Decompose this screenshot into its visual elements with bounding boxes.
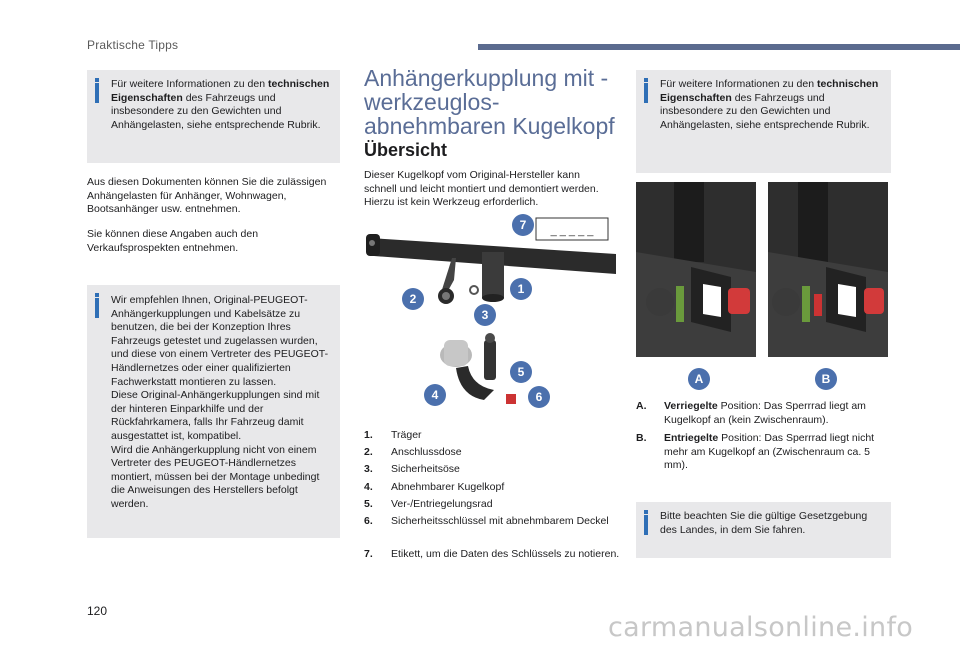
info-text: Für weitere Informationen zu den technischen Eigenschaften des Fahrzeugs und insbesondere zu den Gewichten und Anhängelasten, siehe entsprechende Rubrik. — [111, 78, 330, 131]
towbar-figure — [364, 210, 616, 420]
photo-badge-b: B — [815, 368, 837, 390]
info-text: Wir empfehlen Ihnen, Original-PEUGEOT-Anhängerkupplungen und Kabelsätze zu benutzen, die bei der Konzeption Ihres Fahrzeugs getestet und zugelassen wurden, und diese von einem Vertreter des PEUGEOT-Händlernetzes oder einer qualifizierten Fachwerkstatt montieren zu lassen. Diese Original-Anhängerkupplungen sind mit der hinteren Einparkhilfe und der Rückfahrkamera, falls Ihr Fahrzeug damit ausgestattet ist, kompatibel. Wird die Anhängerkupplung nicht von einem Vertreter des PEUGEOT-Händlernetzes montiert, müssen bei der Montage unbedingt die Anweisungen des Herstellers befolgt werden. — [111, 294, 329, 510]
page-title: Anhängerkupplung mit -werkzeuglos-abnehmbaren Kugelkopf — [364, 65, 615, 139]
callout-badge-7: 7 — [512, 214, 534, 236]
section-label: Praktische Tipps — [87, 38, 179, 52]
info-icon — [644, 515, 648, 535]
photo-locked — [636, 182, 756, 357]
info-icon — [95, 298, 99, 318]
callout-badge-1: 1 — [510, 278, 532, 300]
info-box-recommendation — [87, 285, 340, 538]
section-heading: Übersicht — [364, 140, 448, 160]
header-rule — [478, 44, 960, 50]
callout-badge-6: 6 — [528, 386, 550, 408]
info-box-technical — [87, 70, 340, 163]
photo-unlocked — [768, 182, 888, 357]
watermark: carmanualsonline.info — [608, 612, 914, 643]
intro-paragraph: Dieser Kugelkopf vom Original-Hersteller kann schnell und leicht montiert und demontiert werden. Hierzu ist kein Werkzeug erforderlich. — [364, 169, 599, 209]
paragraph-brochures: Sie können diese Angaben auch den Verkaufsprospekten entnehmen. — [87, 228, 259, 254]
info-text: Bitte beachten Sie die gültige Gesetzgebung des Landes, in dem Sie fahren. — [660, 510, 868, 536]
page-number: 120 — [87, 604, 108, 618]
callout-badge-3: 3 — [474, 304, 496, 326]
info-box-legislation — [636, 502, 891, 558]
callout-badge-4: 4 — [424, 384, 446, 406]
photo-badge-a: A — [688, 368, 710, 390]
callout-badge-5: 5 — [510, 361, 532, 383]
callout-badge-2: 2 — [402, 288, 424, 310]
info-icon — [95, 83, 99, 103]
svg-text:_ _ _ _ _: _ _ _ _ _ — [550, 225, 594, 237]
info-text: Für weitere Informationen zu den technischen Eigenschaften des Fahrzeugs und insbesondere zu den Gewichten und Anhängelasten, siehe entsprechende Rubrik. — [660, 78, 879, 131]
info-box-technical-right — [636, 70, 891, 173]
info-icon — [644, 83, 648, 103]
paragraph-documents: Aus diesen Dokumenten können Sie die zulässigen Anhängelasten für Anhänger, Wohnwagen, Bootsanhänger usw. entnehmen. — [87, 176, 327, 216]
